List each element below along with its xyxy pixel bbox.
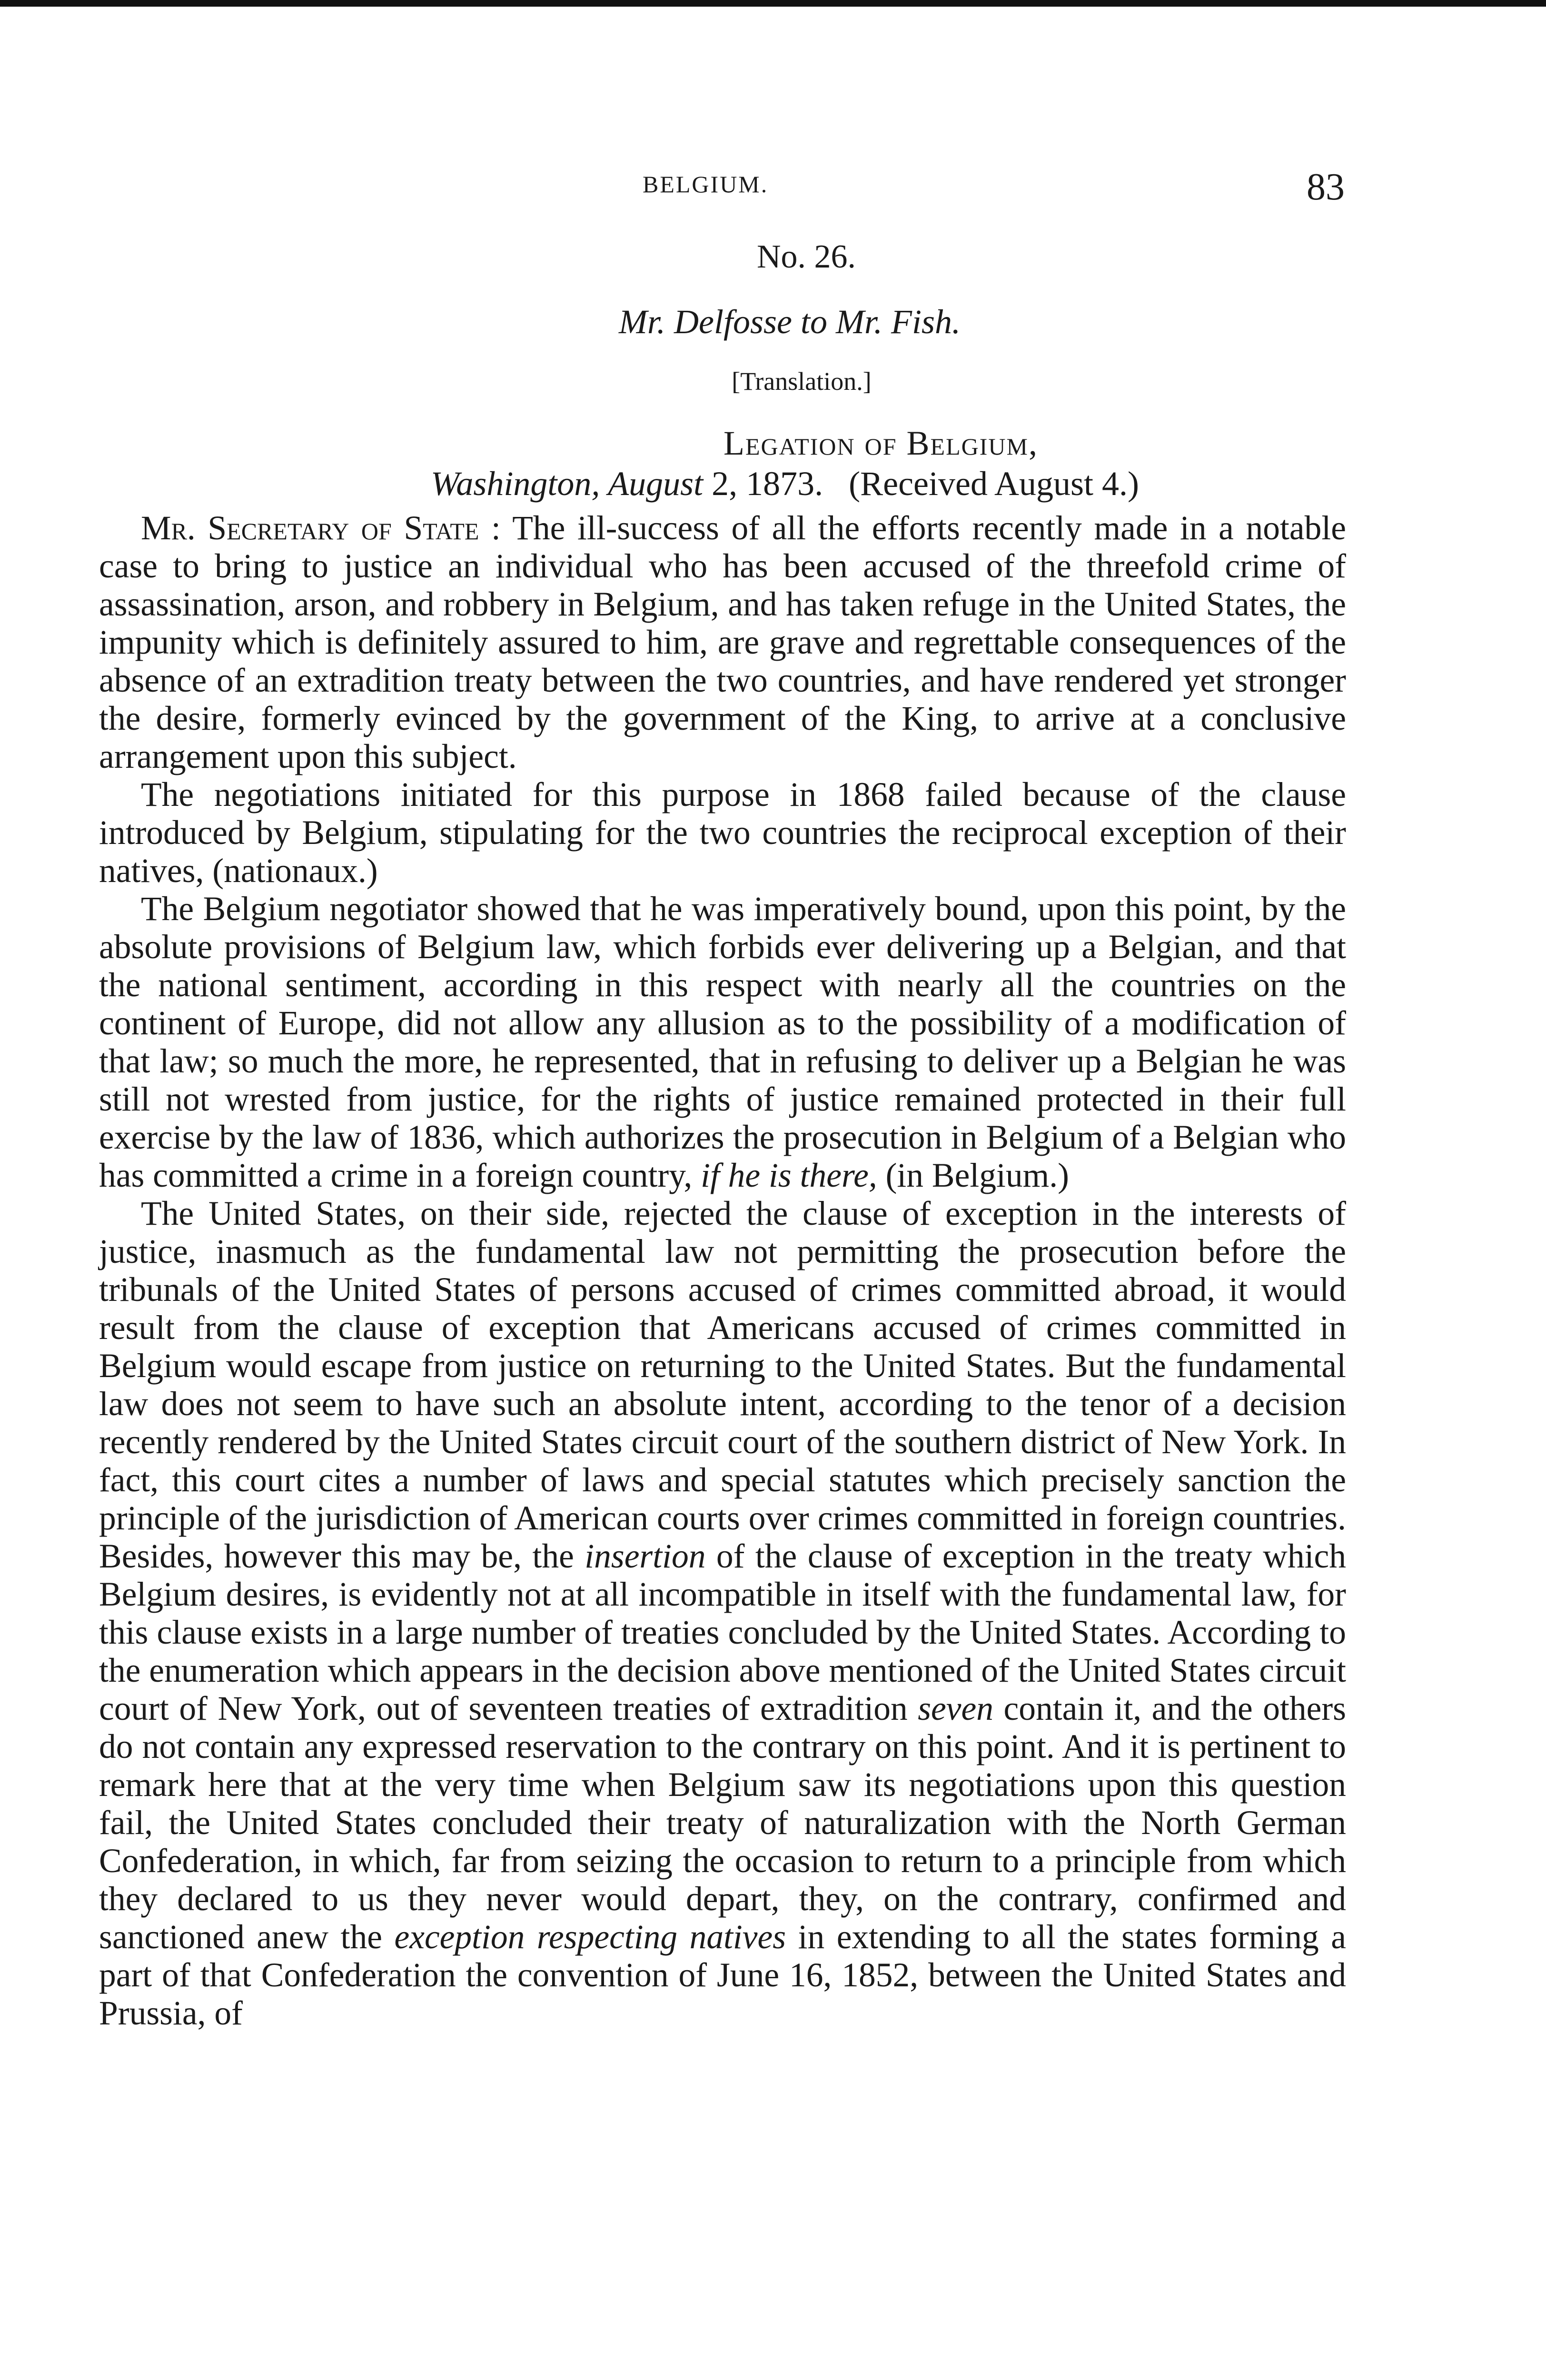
paragraph-1 bbox=[99, 509, 1346, 776]
paragraph-4-emphasis-c: exception respecting natives bbox=[394, 1918, 786, 1956]
paragraph-3-text: The Belgium negotiator showed that he was imperatively bound, upon this point, by the absolute provisions of Belgium law, which forbids ever delivering up a Belgian, and that the national sentiment, according in this respect with nearly all the countries on the continent of Europe, did not allow any allusion as to the possibility of a modification of that law; so much the more, he represented, that in refusing to deliver up a Belgian he was still not wrested from justice, for the rights of justice remained protected in their full exercise by the law of 1836, which authorizes the prosecution in Belgium of a Belgian who has committed a crime in a foreign country, bbox=[99, 890, 1346, 1194]
running-head: BELGIUM. bbox=[643, 171, 769, 198]
document-number: No. 26. bbox=[756, 238, 856, 275]
paragraph-3-emphasis: if he is there, bbox=[701, 1157, 877, 1194]
paragraph-3 bbox=[99, 890, 1346, 1195]
paragraph-1-text: The ill-success of all the efforts recently made in a notable case to bring to justice an individual who has been accused of the threefold crime of assassination, arson, and robbery in Belgium, and has taken refuge in the United States, the impunity which is definitely assured to him, are grave and regrettable consequences of the absence of an extradition treaty between the two countries, and have rendered yet stronger the desire, formerly evinced by the government of the King, to arrive at a conclusive arrangement upon this subject. bbox=[99, 509, 1346, 775]
received-note: (Received August 4.) bbox=[849, 465, 1139, 503]
paragraph-2 bbox=[99, 776, 1346, 890]
letter-body bbox=[99, 509, 1346, 2033]
paragraph-4-emphasis-b: seven bbox=[918, 1690, 994, 1727]
date-rest: 2, 1873. bbox=[703, 465, 823, 503]
page-number: 83 bbox=[1307, 166, 1345, 208]
paragraph-4-text-b: of the clause of exception in the treaty which Belgium desires, is evidently not at all incompatible in itself with the fundamental law, for this clause exists in a large number of treaties concluded by the United States. According to the enumeration which appears in the decision above mentioned of the United States circuit court of New York, out of seventeen treaties of extradition bbox=[99, 1537, 1346, 1727]
paragraph-4 bbox=[99, 1195, 1346, 2033]
top-border-rule bbox=[0, 0, 1546, 7]
paragraph-2-text: The negotiations initiated for this purpose in 1868 failed because of the clause introduced by Belgium, stipulating for the two countries the reciprocal exception of their natives, (nationaux.) bbox=[99, 776, 1346, 890]
translation-note: [Translation.] bbox=[732, 367, 872, 396]
paragraph-4-text-c: contain it, and the others do not contain any expressed reservation to the contrary on this point. And it is pertinent to remark here that at the very time when Belgium saw its negotiations upon this question fail, the United States concluded their treaty of naturalization with the North German Confederation, in which, far from seizing the occasion to return to a principle from which they declared to us they never would depart, they, on the contrary, confirmed and sanctioned anew the bbox=[99, 1690, 1346, 1956]
date-place: Washington, August bbox=[431, 465, 704, 503]
paragraph-4-emphasis-a: insertion bbox=[585, 1537, 706, 1575]
paragraph-4-text-a: The United States, on their side, rejected the clause of exception in the interests of justice, inasmuch as the fundamental law not permitting the prosecution before the tribunals of the United States of persons accused of crimes committed abroad, it would result from the clause of exception that Americans accused of crimes committed in Belgium would escape from justice on returning to the United States. But the fundamental law does not seem to have such an absolute intent, according to the tenor of a decision recently rendered by the United States circuit court of the southern district of New York. In fact, this court cites a number of laws and special statutes which precisely sanction the principle of the jurisdiction of American courts over crimes committed in foreign countries. Besides, however this may be, the bbox=[99, 1195, 1346, 1575]
salutation: Mr. Secretary of State : bbox=[141, 509, 501, 547]
paragraph-4-text-d: in extending to all the states forming a part of that Confederation the convention of June 16, 1852, between the United States and Prussia, of bbox=[99, 1918, 1346, 2032]
sender-line: Legation of Belgium, bbox=[723, 424, 1038, 462]
page-header bbox=[0, 166, 1546, 213]
paragraph-3-end: (in Belgium.) bbox=[877, 1157, 1069, 1194]
document-title: Mr. Delfosse to Mr. Fish. bbox=[619, 303, 961, 341]
date-line bbox=[431, 464, 1139, 504]
